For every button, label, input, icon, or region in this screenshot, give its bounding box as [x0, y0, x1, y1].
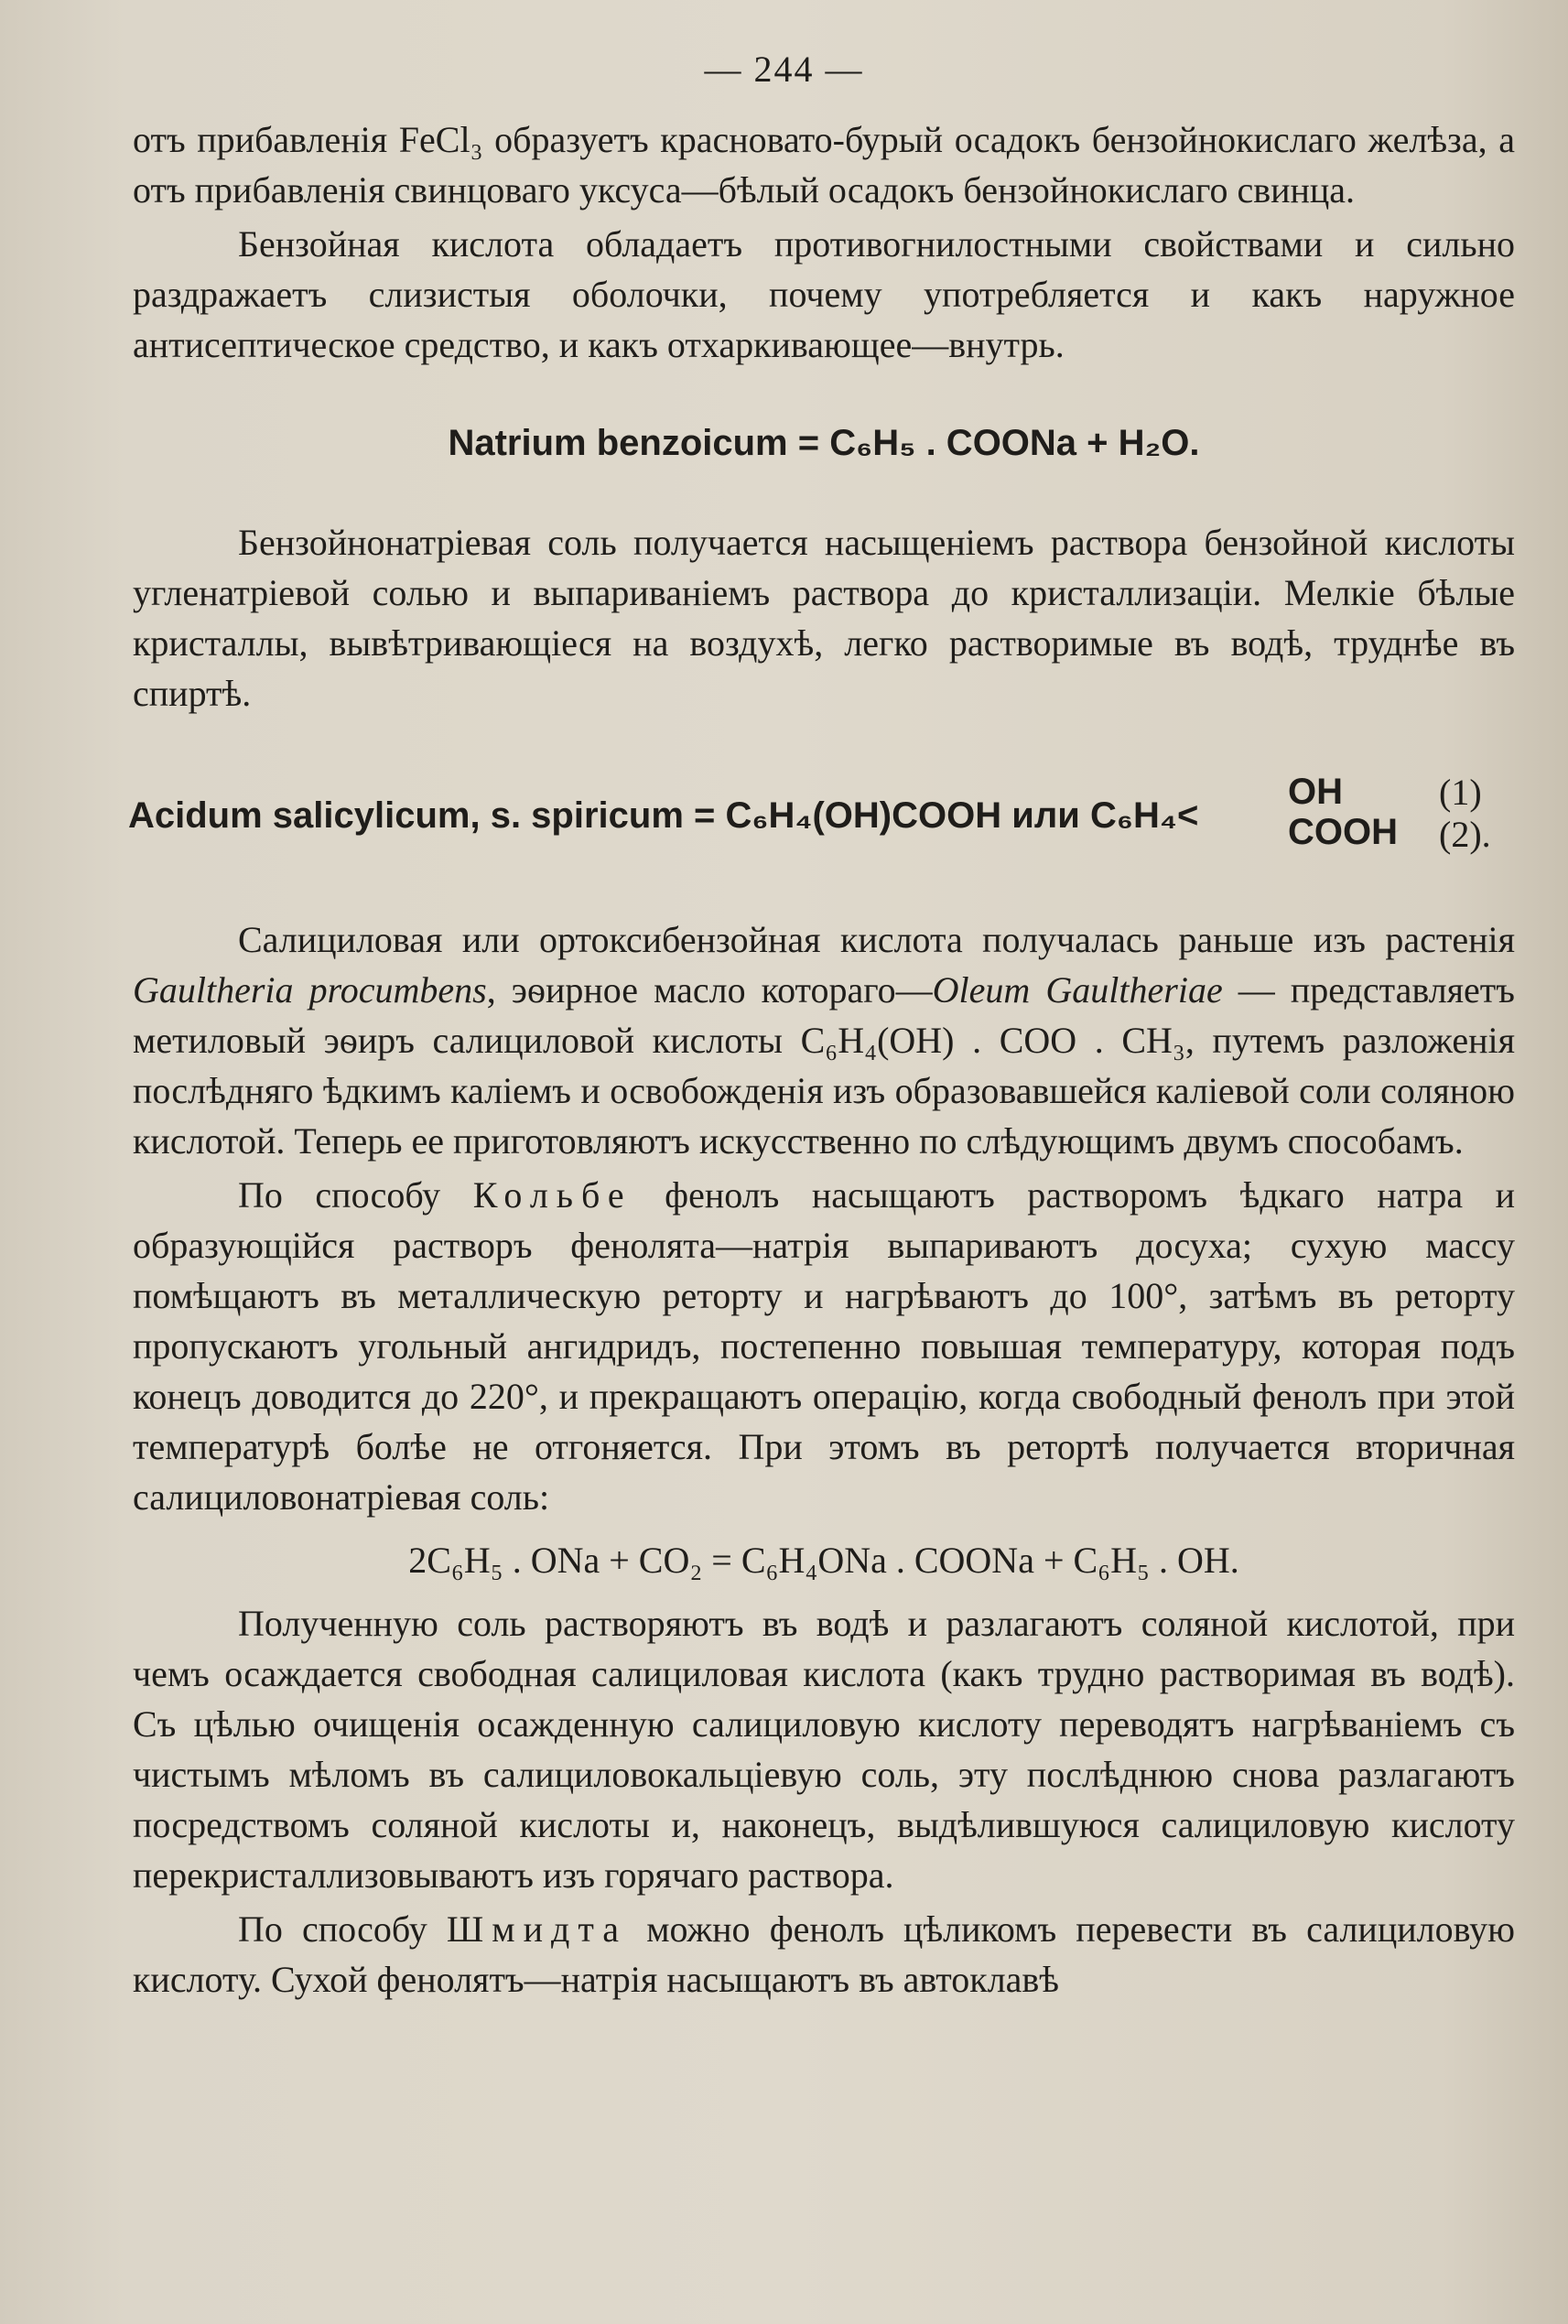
text-run: Салициловая или ортоксибензойная кислота получалась раньше изъ растенія — [238, 919, 1515, 960]
position-numbers — [1439, 772, 1491, 856]
paragraph-benzoic-properties: Бензойная кислота обладаетъ противогнилостными свойствами и сильно раздражаетъ слизистыя оболочки, почему употребляется и какъ наружное антисептическое средство, и какъ отхаркивающее—внутрь. — [133, 223, 1515, 365]
position-number-1: (1) — [1439, 772, 1482, 813]
text-run: — представляетъ метиловый эѳиръ салициловой кислоты C₆H₄(OH) . COO . CH₃, путемъ разложенія послѣдняго ѣдкимъ каліемъ и освобожденія изъ образовавшейся каліевой соли соляною кислотой. Теперь ее приготовляютъ искусственно по слѣдующимъ двумъ способамъ. — [133, 969, 1515, 1162]
paragraph-natrium-benzoicum: Бензойнонатріевая соль получается насыщеніемъ раствора бензойной кислоты угленатріевой солью и выпариваніемъ раствора до кристаллизаціи. Мелкіе бѣлые кристаллы, вывѣтривающіеся на воздухѣ, легко растворимые въ водѣ, труднѣе въ спиртѣ. — [133, 522, 1515, 714]
position-number-2: (2). — [1439, 814, 1491, 855]
salicylic-formula-branches — [1288, 772, 1398, 852]
latin-oil-name: Oleum Gaultheriae — [932, 969, 1223, 1011]
branch-oh: OH — [1288, 772, 1343, 812]
latin-plant-name: Gaultheria procumbens — [133, 969, 487, 1011]
text-run: По способу — [238, 1908, 447, 1950]
reaction-equation: 2C₆H₅ . ONa + CO₂ = C₆H₄ONa . COONa + C₆H₅ . OH. — [408, 1540, 1239, 1581]
text-run: можно фенолъ цѣликомъ перевести въ салициловую кислоту. Сухой фенолятъ—натрія насыщаютъ въ автоклавѣ — [133, 1908, 1515, 2000]
branch-cooh: COOH — [1288, 812, 1398, 852]
heading-acidum-salicylicum — [128, 772, 1515, 859]
paragraph-benzoic-salts: отъ прибавленія FeCl₃ образуетъ красновато-бурый осадокъ бензойнокислаго желѣза, а отъ прибавленія свинцоваго уксуса—бѣлый осадокъ бензойнокислаго свинца. — [133, 119, 1515, 211]
salicylic-formula-main: Acidum salicylicum, s. spiricum = C₆H₄(OH)COOH или C₆H₄< — [128, 795, 1199, 836]
text-run: фенолъ насыщаютъ растворомъ ѣдкаго натра и образующійся растворъ фенолята—натрія выпариваютъ досуха; сухую массу помѣщаютъ въ металлическую реторту и нагрѣваютъ до 100°, затѣмъ въ реторту пропускаютъ угольный ангидридъ, постепенно повышая температуру, которая подъ конецъ доводится до 220°, и прекращаютъ операцію, когда свободный фенолъ при этой температурѣ болѣе не отгоняется. При этомъ въ ретортѣ получается вторичная салициловонатріевая соль: — [133, 1174, 1516, 1518]
text-run: По способу — [238, 1174, 473, 1216]
author-schmidt: Шмидта — [446, 1908, 628, 1950]
page-body — [128, 114, 1516, 2005]
paragraph-schmidt-method — [133, 1904, 1515, 2005]
text-run: , эѳирное масло котораго— — [486, 969, 933, 1011]
paragraph-purification: Полученную соль растворяютъ въ водѣ и разлагаютъ соляной кислотой, при чемъ осаждается свободная салициловая кислота (какъ трудно растворимая въ водѣ). Съ цѣлью очищенія осажденную салициловую кислоту переводятъ нагрѣваніемъ съ чистымъ мѣломъ въ салициловокальціевую соль, эту послѣднюю снова разлагаютъ посредствомъ соляной кислоты и, наконецъ, выдѣлившуюся салициловую кислоту перекристаллизовываютъ изъ горячаго раствора. — [133, 1603, 1515, 1896]
paragraph-salicylic-history — [133, 914, 1515, 1166]
page-number: — 244 — — [704, 49, 864, 90]
paragraph-kolbe-method — [133, 1170, 1515, 1522]
heading-natrium-benzoicum: Natrium benzoicum = C₆H₅ . COONa + H₂O. — [448, 423, 1200, 463]
author-kolbe: Кольбе — [472, 1174, 633, 1216]
